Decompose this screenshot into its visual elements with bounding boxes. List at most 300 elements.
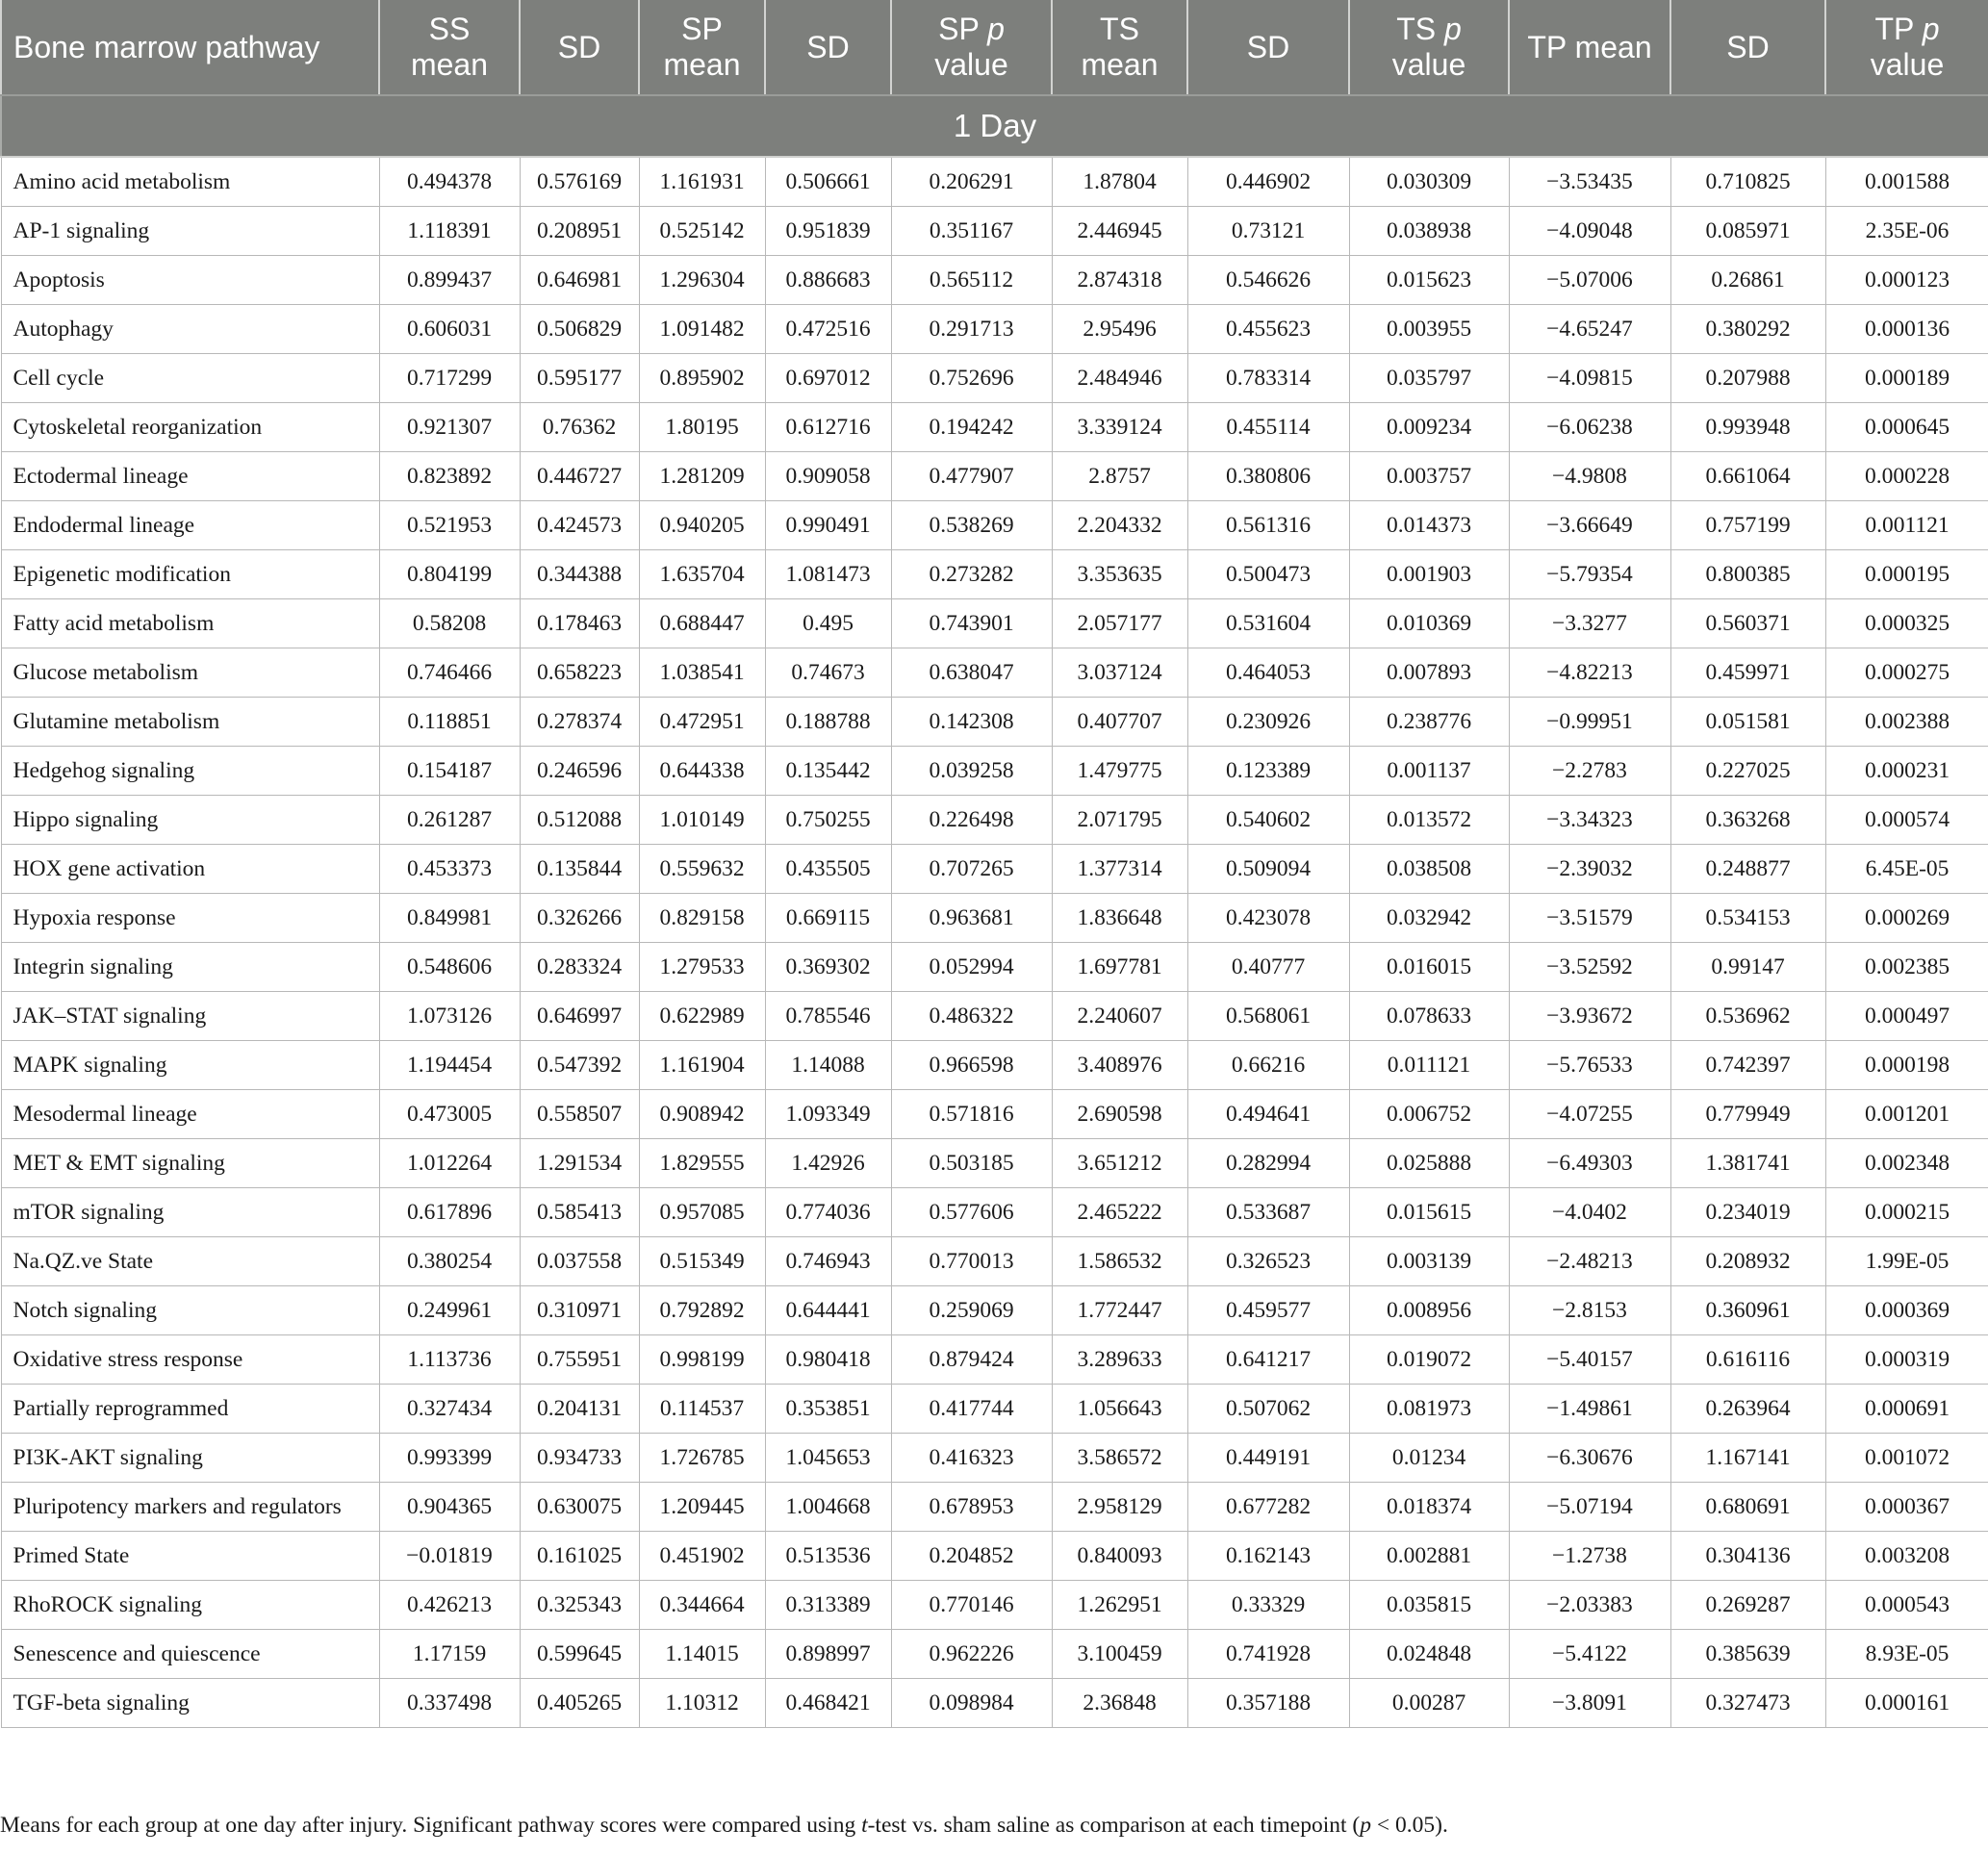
- cell-ts-mean: 3.651212: [1052, 1139, 1187, 1188]
- table-footnote: [0, 1813, 1988, 1839]
- cell-sd-3: 0.449191: [1187, 1434, 1349, 1483]
- table-row: [1, 501, 1988, 550]
- cell-ss-mean: 1.113736: [379, 1335, 520, 1385]
- cell-sd-2: 0.697012: [765, 354, 891, 403]
- cell-sd-2: 0.135442: [765, 747, 891, 796]
- cell-sd-4: 0.304136: [1670, 1532, 1825, 1581]
- cell-sp-mean: 1.80195: [639, 403, 765, 452]
- cell-pathway: Partially reprogrammed: [1, 1385, 379, 1434]
- cell-sd-2: 0.785546: [765, 992, 891, 1041]
- cell-sd-3: 0.540602: [1187, 796, 1349, 845]
- table-row: [1, 599, 1988, 648]
- cell-sp-mean: 1.14015: [639, 1630, 765, 1679]
- cell-sd-4: 0.234019: [1670, 1188, 1825, 1237]
- cell-sd-4: 0.710825: [1670, 157, 1825, 207]
- cell-ss-mean: −0.01819: [379, 1532, 520, 1581]
- cell-ts-p-value: 0.003139: [1349, 1237, 1509, 1286]
- cell-sd-2: 0.369302: [765, 943, 891, 992]
- cell-sp-p-value: 0.291713: [891, 305, 1052, 354]
- cell-tp-mean: −3.53435: [1509, 157, 1670, 207]
- cell-ss-mean: 0.606031: [379, 305, 520, 354]
- cell-tp-p-value: 0.000574: [1825, 796, 1988, 845]
- cell-ts-p-value: 0.009234: [1349, 403, 1509, 452]
- cell-ts-p-value: 0.081973: [1349, 1385, 1509, 1434]
- cell-ts-mean: 2.958129: [1052, 1483, 1187, 1532]
- cell-sd-1: 0.446727: [520, 452, 639, 501]
- cell-sp-mean: 1.829555: [639, 1139, 765, 1188]
- cell-sd-3: 0.73121: [1187, 207, 1349, 256]
- cell-sd-3: 0.66216: [1187, 1041, 1349, 1090]
- cell-sp-mean: 0.644338: [639, 747, 765, 796]
- cell-sd-2: 0.353851: [765, 1385, 891, 1434]
- cell-pathway: Epigenetic modification: [1, 550, 379, 599]
- cell-tp-p-value: 0.000231: [1825, 747, 1988, 796]
- cell-sp-mean: 0.451902: [639, 1532, 765, 1581]
- cell-sd-4: 0.327473: [1670, 1679, 1825, 1728]
- cell-ts-mean: 2.446945: [1052, 207, 1187, 256]
- cell-tp-mean: −4.9808: [1509, 452, 1670, 501]
- table-row: [1, 1286, 1988, 1335]
- cell-ts-p-value: 0.003955: [1349, 305, 1509, 354]
- cell-ts-mean: 0.840093: [1052, 1532, 1187, 1581]
- cell-tp-mean: −3.66649: [1509, 501, 1670, 550]
- cell-tp-p-value: 0.000198: [1825, 1041, 1988, 1090]
- cell-ts-p-value: 0.025888: [1349, 1139, 1509, 1188]
- cell-ts-mean: 3.100459: [1052, 1630, 1187, 1679]
- cell-ss-mean: 0.899437: [379, 256, 520, 305]
- cell-sd-4: 0.248877: [1670, 845, 1825, 894]
- cell-sd-1: 0.283324: [520, 943, 639, 992]
- cell-sp-p-value: 0.752696: [891, 354, 1052, 403]
- cell-pathway: Oxidative stress response: [1, 1335, 379, 1385]
- cell-tp-p-value: 0.000367: [1825, 1483, 1988, 1532]
- cell-sd-3: 0.455623: [1187, 305, 1349, 354]
- cell-sd-2: 0.750255: [765, 796, 891, 845]
- cell-sp-mean: 0.940205: [639, 501, 765, 550]
- cell-sp-mean: 0.515349: [639, 1237, 765, 1286]
- cell-ts-mean: 3.289633: [1052, 1335, 1187, 1385]
- header-ss-mean-line2: mean: [410, 47, 489, 82]
- cell-ts-p-value: 0.007893: [1349, 648, 1509, 698]
- cell-sp-p-value: 0.770146: [891, 1581, 1052, 1630]
- cell-ts-mean: 3.353635: [1052, 550, 1187, 599]
- cell-tp-mean: −5.40157: [1509, 1335, 1670, 1385]
- cell-ss-mean: 0.261287: [379, 796, 520, 845]
- cell-sd-1: 0.576169: [520, 157, 639, 207]
- cell-sd-1: 0.161025: [520, 1532, 639, 1581]
- cell-sp-mean: 0.472951: [639, 698, 765, 747]
- cell-tp-mean: −2.48213: [1509, 1237, 1670, 1286]
- table-row: [1, 1483, 1988, 1532]
- cell-sp-p-value: 0.226498: [891, 796, 1052, 845]
- cell-sd-1: 0.310971: [520, 1286, 639, 1335]
- cell-ss-mean: 0.717299: [379, 354, 520, 403]
- cell-sd-2: 0.506661: [765, 157, 891, 207]
- header-tp-p-value: [1825, 0, 1988, 95]
- cell-ts-p-value: 0.008956: [1349, 1286, 1509, 1335]
- table-row: [1, 1139, 1988, 1188]
- table-row: [1, 1237, 1988, 1286]
- cell-ss-mean: 0.823892: [379, 452, 520, 501]
- cell-sp-p-value: 0.538269: [891, 501, 1052, 550]
- header-sp-p-line1: SP: [938, 12, 980, 46]
- cell-sd-3: 0.459577: [1187, 1286, 1349, 1335]
- cell-sp-p-value: 0.206291: [891, 157, 1052, 207]
- cell-tp-mean: −5.76533: [1509, 1041, 1670, 1090]
- header-tp-p-letter: p: [1922, 12, 1940, 46]
- cell-ts-p-value: 0.015615: [1349, 1188, 1509, 1237]
- cell-sp-p-value: 0.565112: [891, 256, 1052, 305]
- table-row: [1, 796, 1988, 845]
- cell-sp-mean: 0.829158: [639, 894, 765, 943]
- header-ts-p-line2: value: [1391, 47, 1466, 82]
- cell-ss-mean: 0.118851: [379, 698, 520, 747]
- cell-tp-mean: −4.09048: [1509, 207, 1670, 256]
- cell-sd-4: 0.99147: [1670, 943, 1825, 992]
- cell-sp-p-value: 0.770013: [891, 1237, 1052, 1286]
- cell-ts-mean: 2.204332: [1052, 501, 1187, 550]
- cell-tp-mean: −3.34323: [1509, 796, 1670, 845]
- cell-sd-4: 0.560371: [1670, 599, 1825, 648]
- cell-ss-mean: 1.012264: [379, 1139, 520, 1188]
- cell-ss-mean: 0.849981: [379, 894, 520, 943]
- table-row: [1, 1434, 1988, 1483]
- cell-tp-p-value: 0.001121: [1825, 501, 1988, 550]
- table-row: [1, 1630, 1988, 1679]
- cell-sd-4: 1.381741: [1670, 1139, 1825, 1188]
- cell-sd-1: 0.325343: [520, 1581, 639, 1630]
- header-ts-p-letter: p: [1443, 12, 1462, 46]
- cell-ss-mean: 0.453373: [379, 845, 520, 894]
- cell-sd-3: 0.546626: [1187, 256, 1349, 305]
- cell-ts-mean: 1.056643: [1052, 1385, 1187, 1434]
- cell-tp-p-value: 6.45E-05: [1825, 845, 1988, 894]
- table-row: [1, 894, 1988, 943]
- cell-sd-3: 0.446902: [1187, 157, 1349, 207]
- cell-ts-p-value: 0.014373: [1349, 501, 1509, 550]
- cell-sd-4: 1.167141: [1670, 1434, 1825, 1483]
- cell-sd-4: 0.616116: [1670, 1335, 1825, 1385]
- cell-sd-1: 0.595177: [520, 354, 639, 403]
- cell-tp-p-value: 0.000691: [1825, 1385, 1988, 1434]
- cell-ts-p-value: 0.078633: [1349, 992, 1509, 1041]
- cell-ts-mean: 2.057177: [1052, 599, 1187, 648]
- cell-tp-p-value: 0.000645: [1825, 403, 1988, 452]
- cell-sp-p-value: 0.962226: [891, 1630, 1052, 1679]
- header-sp-p-value: [891, 0, 1052, 95]
- cell-sd-3: 0.741928: [1187, 1630, 1349, 1679]
- cell-ts-mean: 2.484946: [1052, 354, 1187, 403]
- cell-sd-2: 0.980418: [765, 1335, 891, 1385]
- cell-tp-p-value: 0.002385: [1825, 943, 1988, 992]
- table-row: [1, 157, 1988, 207]
- cell-pathway: Notch signaling: [1, 1286, 379, 1335]
- cell-pathway: Glutamine metabolism: [1, 698, 379, 747]
- header-ts-mean-line2: mean: [1081, 47, 1159, 82]
- footnote-p: p: [1360, 1813, 1372, 1838]
- cell-pathway: Senescence and quiescence: [1, 1630, 379, 1679]
- cell-sd-1: 0.585413: [520, 1188, 639, 1237]
- cell-ts-p-value: 0.018374: [1349, 1483, 1509, 1532]
- header-sp-mean-line2: mean: [663, 47, 741, 82]
- cell-tp-mean: −6.06238: [1509, 403, 1670, 452]
- cell-sd-4: 0.363268: [1670, 796, 1825, 845]
- cell-ts-p-value: 0.01234: [1349, 1434, 1509, 1483]
- cell-sd-3: 0.380806: [1187, 452, 1349, 501]
- cell-ss-mean: 0.327434: [379, 1385, 520, 1434]
- header-sp-p-line2: value: [934, 47, 1008, 82]
- cell-sd-2: 0.313389: [765, 1581, 891, 1630]
- cell-ts-mean: 2.95496: [1052, 305, 1187, 354]
- cell-ss-mean: 0.249961: [379, 1286, 520, 1335]
- cell-sp-mean: 1.296304: [639, 256, 765, 305]
- cell-tp-mean: −4.0402: [1509, 1188, 1670, 1237]
- cell-sd-2: 0.951839: [765, 207, 891, 256]
- header-row: [1, 0, 1988, 95]
- cell-sd-3: 0.123389: [1187, 747, 1349, 796]
- cell-sd-1: 0.204131: [520, 1385, 639, 1434]
- cell-tp-p-value: 0.000319: [1825, 1335, 1988, 1385]
- table-row: [1, 1188, 1988, 1237]
- cell-sd-4: 0.085971: [1670, 207, 1825, 256]
- cell-sd-4: 0.661064: [1670, 452, 1825, 501]
- cell-sd-2: 1.42926: [765, 1139, 891, 1188]
- table-row: [1, 550, 1988, 599]
- cell-ts-p-value: 0.030309: [1349, 157, 1509, 207]
- header-ts-mean: [1052, 0, 1187, 95]
- cell-sd-3: 0.641217: [1187, 1335, 1349, 1385]
- cell-sd-3: 0.230926: [1187, 698, 1349, 747]
- cell-sp-p-value: 0.142308: [891, 698, 1052, 747]
- cell-sd-2: 0.774036: [765, 1188, 891, 1237]
- header-sp-mean-line1: SP: [681, 12, 723, 46]
- cell-tp-p-value: 0.000195: [1825, 550, 1988, 599]
- cell-sd-1: 0.178463: [520, 599, 639, 648]
- cell-sp-p-value: 0.273282: [891, 550, 1052, 599]
- cell-ts-p-value: 0.002881: [1349, 1532, 1509, 1581]
- cell-sd-4: 0.385639: [1670, 1630, 1825, 1679]
- cell-tp-p-value: 0.001201: [1825, 1090, 1988, 1139]
- cell-sp-mean: 0.622989: [639, 992, 765, 1041]
- cell-sp-mean: 1.10312: [639, 1679, 765, 1728]
- cell-sp-p-value: 0.879424: [891, 1335, 1052, 1385]
- header-sd-1: SD: [520, 0, 639, 95]
- cell-pathway: Amino acid metabolism: [1, 157, 379, 207]
- cell-sd-2: 0.188788: [765, 698, 891, 747]
- cell-ts-p-value: 0.019072: [1349, 1335, 1509, 1385]
- cell-sd-2: 0.990491: [765, 501, 891, 550]
- cell-sp-p-value: 0.503185: [891, 1139, 1052, 1188]
- cell-pathway: Hippo signaling: [1, 796, 379, 845]
- cell-sd-3: 0.568061: [1187, 992, 1349, 1041]
- cell-ts-p-value: 0.238776: [1349, 698, 1509, 747]
- cell-sd-3: 0.500473: [1187, 550, 1349, 599]
- cell-sp-mean: 0.895902: [639, 354, 765, 403]
- cell-sd-2: 1.004668: [765, 1483, 891, 1532]
- cell-sd-3: 0.561316: [1187, 501, 1349, 550]
- cell-sp-mean: 0.792892: [639, 1286, 765, 1335]
- cell-ts-p-value: 0.00287: [1349, 1679, 1509, 1728]
- cell-sd-3: 0.282994: [1187, 1139, 1349, 1188]
- table-row: [1, 1581, 1988, 1630]
- cell-ss-mean: 0.494378: [379, 157, 520, 207]
- cell-sp-mean: 1.726785: [639, 1434, 765, 1483]
- cell-pathway: Apoptosis: [1, 256, 379, 305]
- cell-sd-1: 0.934733: [520, 1434, 639, 1483]
- cell-ss-mean: 0.746466: [379, 648, 520, 698]
- cell-sp-p-value: 0.963681: [891, 894, 1052, 943]
- cell-sd-4: 0.536962: [1670, 992, 1825, 1041]
- cell-sd-2: 0.435505: [765, 845, 891, 894]
- cell-tp-p-value: 2.35E-06: [1825, 207, 1988, 256]
- cell-sd-4: 0.263964: [1670, 1385, 1825, 1434]
- table-row: [1, 403, 1988, 452]
- cell-ss-mean: 1.194454: [379, 1041, 520, 1090]
- cell-sd-3: 0.33329: [1187, 1581, 1349, 1630]
- cell-ts-p-value: 0.001903: [1349, 550, 1509, 599]
- cell-ss-mean: 0.521953: [379, 501, 520, 550]
- cell-sp-p-value: 0.052994: [891, 943, 1052, 992]
- cell-ts-p-value: 0.013572: [1349, 796, 1509, 845]
- cell-tp-p-value: 0.000269: [1825, 894, 1988, 943]
- header-tp-mean: TP mean: [1509, 0, 1670, 95]
- cell-tp-mean: −2.03383: [1509, 1581, 1670, 1630]
- cell-sd-2: 0.886683: [765, 256, 891, 305]
- cell-sd-2: 0.472516: [765, 305, 891, 354]
- cell-sd-4: 0.26861: [1670, 256, 1825, 305]
- cell-ss-mean: 0.337498: [379, 1679, 520, 1728]
- cell-ts-p-value: 0.038508: [1349, 845, 1509, 894]
- table-row: [1, 1090, 1988, 1139]
- table-row: [1, 1532, 1988, 1581]
- cell-sd-3: 0.509094: [1187, 845, 1349, 894]
- cell-ss-mean: 0.473005: [379, 1090, 520, 1139]
- cell-pathway: Hypoxia response: [1, 894, 379, 943]
- cell-ts-p-value: 0.035797: [1349, 354, 1509, 403]
- cell-sd-4: 0.534153: [1670, 894, 1825, 943]
- header-ts-p-line1: TS: [1396, 12, 1437, 46]
- cell-ss-mean: 1.17159: [379, 1630, 520, 1679]
- cell-sd-3: 0.507062: [1187, 1385, 1349, 1434]
- table-row: [1, 845, 1988, 894]
- cell-tp-p-value: 0.000275: [1825, 648, 1988, 698]
- cell-tp-mean: −4.07255: [1509, 1090, 1670, 1139]
- cell-sp-mean: 0.957085: [639, 1188, 765, 1237]
- cell-sd-4: 0.380292: [1670, 305, 1825, 354]
- cell-pathway: Fatty acid metabolism: [1, 599, 379, 648]
- cell-tp-mean: −1.2738: [1509, 1532, 1670, 1581]
- cell-sd-2: 1.045653: [765, 1434, 891, 1483]
- cell-pathway: Integrin signaling: [1, 943, 379, 992]
- header-ss-mean: [379, 0, 520, 95]
- cell-pathway: Ectodermal lineage: [1, 452, 379, 501]
- footnote-t: t: [861, 1813, 868, 1838]
- cell-ss-mean: 0.804199: [379, 550, 520, 599]
- cell-sp-mean: 1.038541: [639, 648, 765, 698]
- cell-sp-mean: 0.344664: [639, 1581, 765, 1630]
- cell-ss-mean: 0.993399: [379, 1434, 520, 1483]
- cell-sd-2: 0.644441: [765, 1286, 891, 1335]
- header-tp-p-line2: value: [1870, 47, 1945, 82]
- cell-tp-mean: −3.3277: [1509, 599, 1670, 648]
- cell-tp-p-value: 0.003208: [1825, 1532, 1988, 1581]
- cell-pathway: Autophagy: [1, 305, 379, 354]
- cell-sp-mean: 1.635704: [639, 550, 765, 599]
- cell-sd-4: 0.779949: [1670, 1090, 1825, 1139]
- cell-tp-mean: −1.49861: [1509, 1385, 1670, 1434]
- cell-ts-mean: 1.87804: [1052, 157, 1187, 207]
- cell-ts-mean: 0.407707: [1052, 698, 1187, 747]
- table-row: [1, 747, 1988, 796]
- cell-pathway: TGF-beta signaling: [1, 1679, 379, 1728]
- cell-sd-1: 0.76362: [520, 403, 639, 452]
- cell-sd-3: 0.326523: [1187, 1237, 1349, 1286]
- cell-ts-mean: 1.377314: [1052, 845, 1187, 894]
- cell-sd-4: 0.993948: [1670, 403, 1825, 452]
- cell-ts-p-value: 0.016015: [1349, 943, 1509, 992]
- cell-ss-mean: 0.380254: [379, 1237, 520, 1286]
- cell-tp-mean: −3.52592: [1509, 943, 1670, 992]
- cell-sd-2: 1.093349: [765, 1090, 891, 1139]
- cell-tp-mean: −5.07006: [1509, 256, 1670, 305]
- cell-ss-mean: 0.904365: [379, 1483, 520, 1532]
- cell-sd-1: 0.558507: [520, 1090, 639, 1139]
- cell-sd-2: 0.612716: [765, 403, 891, 452]
- cell-pathway: Mesodermal lineage: [1, 1090, 379, 1139]
- cell-tp-mean: −0.99951: [1509, 698, 1670, 747]
- cell-sp-p-value: 0.098984: [891, 1679, 1052, 1728]
- cell-pathway: Hedgehog signaling: [1, 747, 379, 796]
- cell-sd-2: 0.513536: [765, 1532, 891, 1581]
- cell-pathway: Pluripotency markers and regulators: [1, 1483, 379, 1532]
- cell-sd-1: 0.658223: [520, 648, 639, 698]
- cell-sp-mean: 0.998199: [639, 1335, 765, 1385]
- cell-sd-1: 0.424573: [520, 501, 639, 550]
- header-sd-4: SD: [1670, 0, 1825, 95]
- cell-sd-2: 1.081473: [765, 550, 891, 599]
- cell-sd-2: 0.468421: [765, 1679, 891, 1728]
- cell-sp-mean: 1.209445: [639, 1483, 765, 1532]
- cell-sp-p-value: 0.477907: [891, 452, 1052, 501]
- cell-sd-4: 0.360961: [1670, 1286, 1825, 1335]
- cell-sd-2: 0.495: [765, 599, 891, 648]
- cell-sd-4: 0.051581: [1670, 698, 1825, 747]
- cell-ts-mean: 2.240607: [1052, 992, 1187, 1041]
- cell-sd-3: 0.423078: [1187, 894, 1349, 943]
- cell-sp-p-value: 0.416323: [891, 1434, 1052, 1483]
- cell-tp-p-value: 0.000369: [1825, 1286, 1988, 1335]
- cell-ts-p-value: 0.015623: [1349, 256, 1509, 305]
- table-body: [1, 157, 1988, 1728]
- cell-ts-mean: 1.479775: [1052, 747, 1187, 796]
- cell-ts-p-value: 0.032942: [1349, 894, 1509, 943]
- cell-sd-2: 1.14088: [765, 1041, 891, 1090]
- cell-sp-p-value: 0.194242: [891, 403, 1052, 452]
- cell-sd-3: 0.464053: [1187, 648, 1349, 698]
- cell-sd-1: 0.135844: [520, 845, 639, 894]
- cell-sp-p-value: 0.577606: [891, 1188, 1052, 1237]
- cell-sp-p-value: 0.571816: [891, 1090, 1052, 1139]
- cell-pathway: HOX gene activation: [1, 845, 379, 894]
- table-row: [1, 452, 1988, 501]
- cell-tp-p-value: 0.000189: [1825, 354, 1988, 403]
- table-caption-row: [1, 95, 1988, 157]
- cell-ts-p-value: 0.035815: [1349, 1581, 1509, 1630]
- cell-sp-mean: 1.281209: [639, 452, 765, 501]
- cell-ss-mean: 1.073126: [379, 992, 520, 1041]
- cell-ts-mean: 3.339124: [1052, 403, 1187, 452]
- cell-tp-mean: −5.79354: [1509, 550, 1670, 599]
